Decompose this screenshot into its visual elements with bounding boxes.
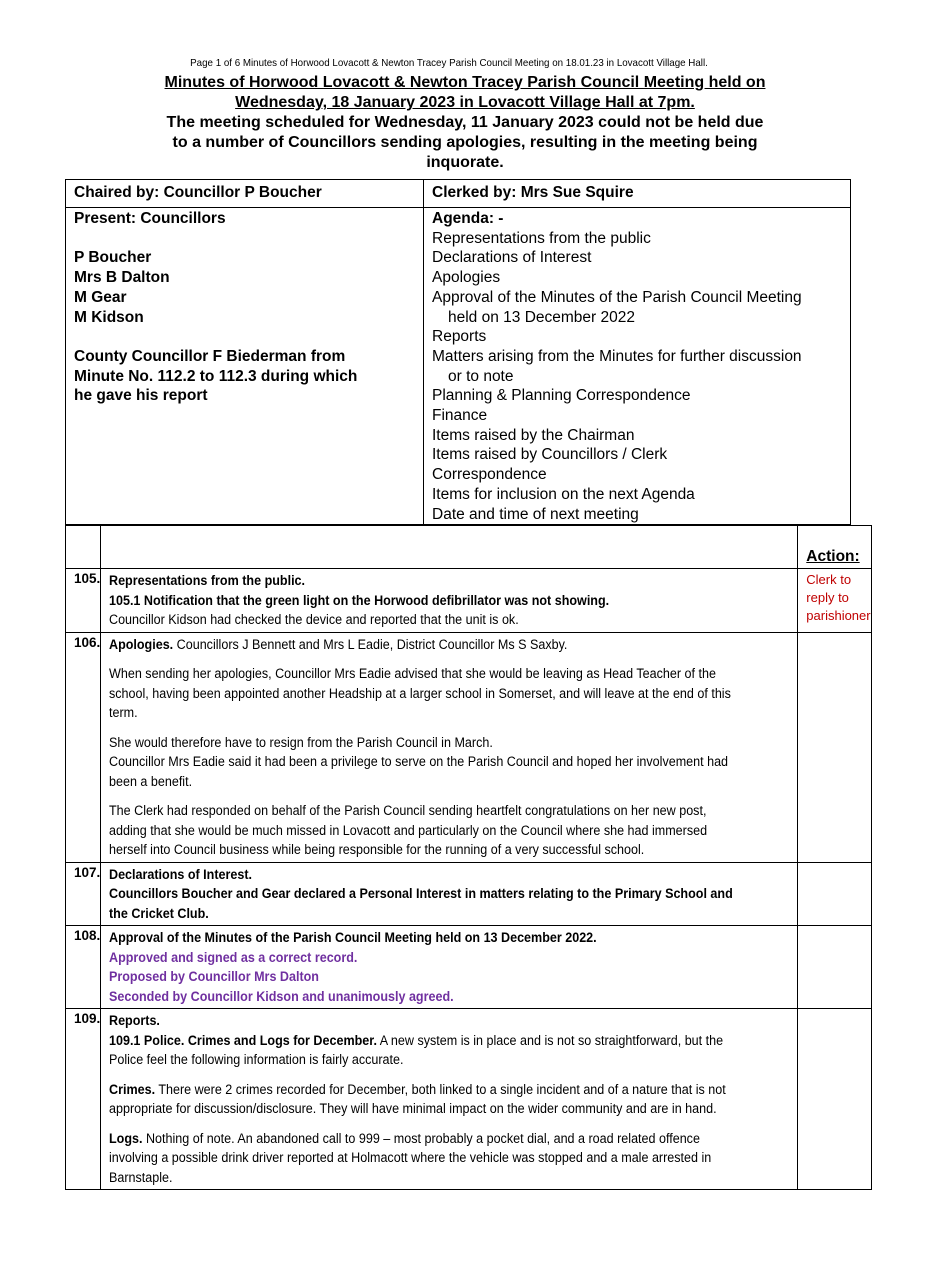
minute-title: Declarations of Interest. (109, 866, 253, 882)
minute-number: 108. (66, 926, 101, 1009)
title-line-2: Wednesday, 18 January 2023 in Lovacott Village Hall at 7pm. (235, 94, 695, 111)
agenda-item: or to note (448, 367, 514, 385)
agenda-item: Representations from the public (432, 229, 651, 247)
minute-title: Representations from the public. (109, 573, 306, 588)
minute-title: Approval of the Minutes of the Parish Council Meeting held on 13 December 2022. (109, 930, 597, 945)
minute-title: Apologies. (109, 636, 174, 652)
agenda-item: Items raised by the Chairman (432, 426, 635, 444)
minute-text: Councillor Kidson had checked the device and reported that the unit is ok. (109, 612, 519, 627)
agenda-label: Agenda: - (432, 210, 504, 227)
title-note-2: to a number of Councillors sending apologies, resulting in the meeting being (172, 134, 758, 151)
agenda-item: Items for inclusion on the next Agenda (432, 485, 695, 503)
minute-row-105 (66, 569, 872, 633)
minute-row-106 (66, 632, 872, 862)
agenda-item: Date and time of next meeting (432, 505, 639, 523)
resolution-line: Approved and signed as a correct record. (109, 949, 358, 965)
agenda-item: Reports (432, 328, 487, 346)
minute-paragraph: Councillor Mrs Eadie said it had been a privilege to serve on the Parish Council and hoped her involvement had been a benefit. (109, 754, 729, 789)
minute-number: 109. (66, 1009, 101, 1190)
chaired-by: Chaired by: Councillor P Boucher (66, 180, 424, 208)
county-note: Minute No. 112.2 to 112.3 during which (74, 367, 358, 385)
crimes-text: There were 2 crimes recorded for December, both linked to a single incident and of a nature that is not appropriate for discussion/disclosure. They will have minimal impact on the wider community and are in hand. (109, 1081, 726, 1116)
agenda-item: Items raised by Councillors / Clerk (432, 446, 668, 464)
county-note: County Councillor F Biederman from (74, 347, 346, 365)
agenda-item: Finance (432, 407, 488, 425)
crimes-label: Crimes. (109, 1081, 156, 1097)
agenda-item: Matters arising from the Minutes for further discussion (432, 347, 802, 365)
agenda-item: Correspondence (432, 466, 547, 484)
title-note-3: inquorate. (426, 154, 504, 171)
title-note-1: The meeting scheduled for Wednesday, 11 January 2023 could not be held due (166, 114, 764, 131)
minute-paragraph: She would therefore have to resign from the Parish Council in March. (109, 734, 494, 750)
minute-title: Reports. (109, 1013, 161, 1028)
agenda-item: held on 13 December 2022 (448, 308, 635, 326)
minute-subtitle: 105.1 Notification that the green light on the Horwood defibrillator was not showing. (109, 592, 610, 608)
minute-row-107 (66, 862, 872, 926)
logs-label: Logs. (109, 1130, 143, 1146)
minute-subtitle: 109.1 Police. Crimes and Logs for December. (109, 1032, 378, 1048)
present-label: Present: Councillors (74, 210, 226, 227)
present-member: M Kidson (74, 308, 144, 326)
document-title (80, 73, 850, 173)
agenda-item: Declarations of Interest (432, 249, 592, 267)
agenda-list (424, 208, 851, 525)
clerked-by: Clerked by: Mrs Sue Squire (424, 180, 851, 208)
minute-number: 106. (66, 632, 101, 862)
logs-text: Nothing of note. An abandoned call to 999 – most probably a pocket dial, and a road related offence involving a possible drink driver reported at Holmacott where the vehicle was stopped and a male arrested in Barnstaple. (109, 1130, 712, 1185)
resolution-line: Seconded by Councillor Kidson and unanimously agreed. (109, 988, 454, 1004)
present-member: P Boucher (74, 249, 152, 267)
minute-text: A new system is in place and is not so straightforward, but the Police feel the following information is fairly accurate. (109, 1032, 724, 1067)
minutes-table (65, 525, 872, 1190)
title-line-1: Minutes of Horwood Lovacott & Newton Tracey Parish Council Meeting held on (164, 74, 766, 91)
agenda-item: Planning & Planning Correspondence (432, 387, 691, 405)
action-column-header: Action: (806, 548, 860, 565)
county-note: he gave his report (74, 387, 208, 405)
minute-paragraph: The Clerk had responded on behalf of the Parish Council sending heartfelt congratulations on her new post, adding that she would be much missed in Lovacott and particularly on the Council where she had immersed herself into Council business while being responsible for the running of a very successful school. (109, 803, 708, 857)
agenda-item: Approval of the Minutes of the Parish Council Meeting (432, 288, 802, 306)
resolution-line: Proposed by Councillor Mrs Dalton (109, 969, 320, 984)
present-member: Mrs B Dalton (74, 269, 170, 287)
agenda-item: Apologies (432, 269, 501, 287)
minute-row-108 (66, 926, 872, 1009)
present-list (66, 208, 424, 525)
action-note: Clerk to reply to parishioner (798, 569, 871, 633)
minute-paragraph: When sending her apologies, Councillor Mrs Eadie advised that she would be leaving as Head Teacher of the school, having been appointed another Headship at a larger school in Somerset, and will leave at the end of this term. (109, 666, 732, 720)
meeting-header-table (65, 179, 851, 525)
minute-row-109 (66, 1009, 872, 1190)
minute-number: 107. (66, 862, 101, 926)
minute-text: Councillors J Bennett and Mrs L Eadie, District Councillor Ms S Saxby. (173, 636, 568, 652)
minute-number: 105. (66, 569, 101, 633)
minute-text: Councillors Boucher and Gear declared a Personal Interest in matters relating to the Primary School and the Cricket Club. (109, 886, 734, 921)
running-header: Page 1 of 6 Minutes of Horwood Lovacott & Newton Tracey Parish Council Meeting on 18.01.23 in Lovacott Village Hall. (190, 57, 708, 69)
present-member: M Gear (74, 288, 127, 306)
